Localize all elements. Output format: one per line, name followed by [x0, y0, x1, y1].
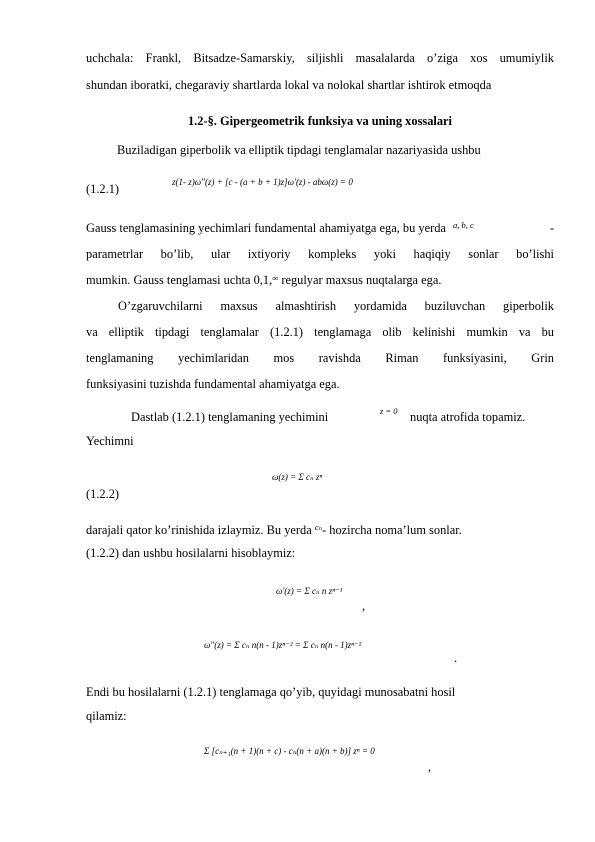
equation-recurrence-comma: , — [428, 760, 432, 774]
paragraph-7-line-2: qilamiz: — [86, 709, 127, 723]
section-title: 1.2-§. Gipergeometrik funksiya va uning xossalari — [187, 114, 452, 128]
paragraph-4-line-1: O’zgaruvchilarni maxsus almashtirish yordamida buziluvchan giperbolik — [118, 299, 554, 313]
equation-number-1-2-1: (1.2.1) — [86, 182, 120, 196]
paragraph-7-line-1: Endi bu hosilalarni (1.2.1) tenglamaga qo’yib, quyidagi munosabatni hosil — [86, 685, 456, 699]
paragraph-5-line-1 — [131, 409, 328, 425]
parameters-abc: a, b, c — [453, 220, 474, 230]
paragraph-5-line-2: Yechimni — [86, 434, 134, 448]
paragraph-6-line-1-text: darajali qator ko’rinishida izlaymiz. Bu yerda — [86, 523, 312, 537]
infinity-symbol: ∞ — [272, 273, 279, 283]
paragraph-2-line-1: Buziladigan giperbolik va elliptik tipdagi tenglamalar nazariyasida ushbu — [117, 143, 481, 157]
coefficient-cn: cₙ — [314, 522, 323, 532]
equation-first-derivative-comma: , — [362, 599, 366, 613]
equation-recurrence: Σ [cₙ₊₁(n + 1)(n + c) - cₙ(n + a)(n + b)] zⁿ = 0 — [204, 746, 375, 756]
paragraph-3-line-1-dash: - — [550, 221, 555, 235]
paragraph-3-line-1-text: Gauss tenglamasining yechimlari fundamental ahamiyatga ega, bu yerda — [86, 221, 446, 235]
paragraph-4-line-4: funksiyasini tuzishda fundamental ahamiyatga ega. — [86, 377, 340, 391]
equation-first-derivative: ω'(z) = Σ cₙ n zⁿ⁻¹ — [276, 586, 343, 596]
paragraph-3-line-3-tail: regulyar maxsus nuqtalarga ega. — [278, 273, 442, 287]
equation-1-2-1: z(1- z)ω''(z) + [c - (a + b + 1)z]ω'(z) - abω(z) = 0 — [172, 177, 353, 187]
equation-number-1-2-2: (1.2.2) — [86, 487, 120, 501]
paragraph-6-line-1 — [86, 522, 462, 539]
paragraph-6-line-2: (1.2.2) dan ushbu hosilalarni hisoblaymiz: — [86, 546, 296, 560]
paragraph-6-line-1-tail: - hozircha noma’lum sonlar. — [322, 523, 462, 537]
z-equals-zero: z = 0 — [380, 406, 398, 416]
document-page — [86, 0, 554, 842]
equation-1-2-2: ω(z) = Σ cₙ zⁿ — [272, 472, 323, 482]
equation-second-derivative: ω''(z) = Σ cₙ n(n - 1)zⁿ⁻² = Σ cₙ n(n - 1)zⁿ⁻² — [204, 640, 362, 650]
paragraph-3-line-3 — [86, 272, 441, 289]
paragraph-3-line-1 — [86, 220, 555, 237]
paragraph-5-line-1-text: Dastlab (1.2.1) tenglamaning yechimini — [131, 410, 329, 424]
paragraph-3-line-2: parametrlar bo’lib, ular ixtiyoriy kompleks yoki haqiqiy sonlar bo’lishi — [86, 247, 554, 261]
paragraph-1-line-2: shundan iboratki, chegaraviy shartlarda lokal va nolokal shartlar ishtirok etmoqda — [86, 78, 492, 92]
paragraph-3-line-3-text: mumkin. Gauss tenglamasi uchta 0,1, — [86, 273, 273, 287]
paragraph-4-line-2: va elliptik tipdagi tenglamalar (1.2.1) tenglamaga olib kelinishi mumkin va bu — [86, 325, 554, 339]
paragraph-4-line-3: tenglamaning yechimlaridan mos ravishda Riman funksiyasini, Grin — [86, 351, 554, 365]
paragraph-1-line-1: uchchala: Frankl, Bitsadze-Samarskiy, siljishli masalalarda o’ziga xos umumiylik — [86, 51, 554, 65]
equation-second-derivative-period: . — [454, 651, 458, 665]
paragraph-5-line-1-tail: nuqta atrofida topamiz. — [410, 410, 526, 424]
